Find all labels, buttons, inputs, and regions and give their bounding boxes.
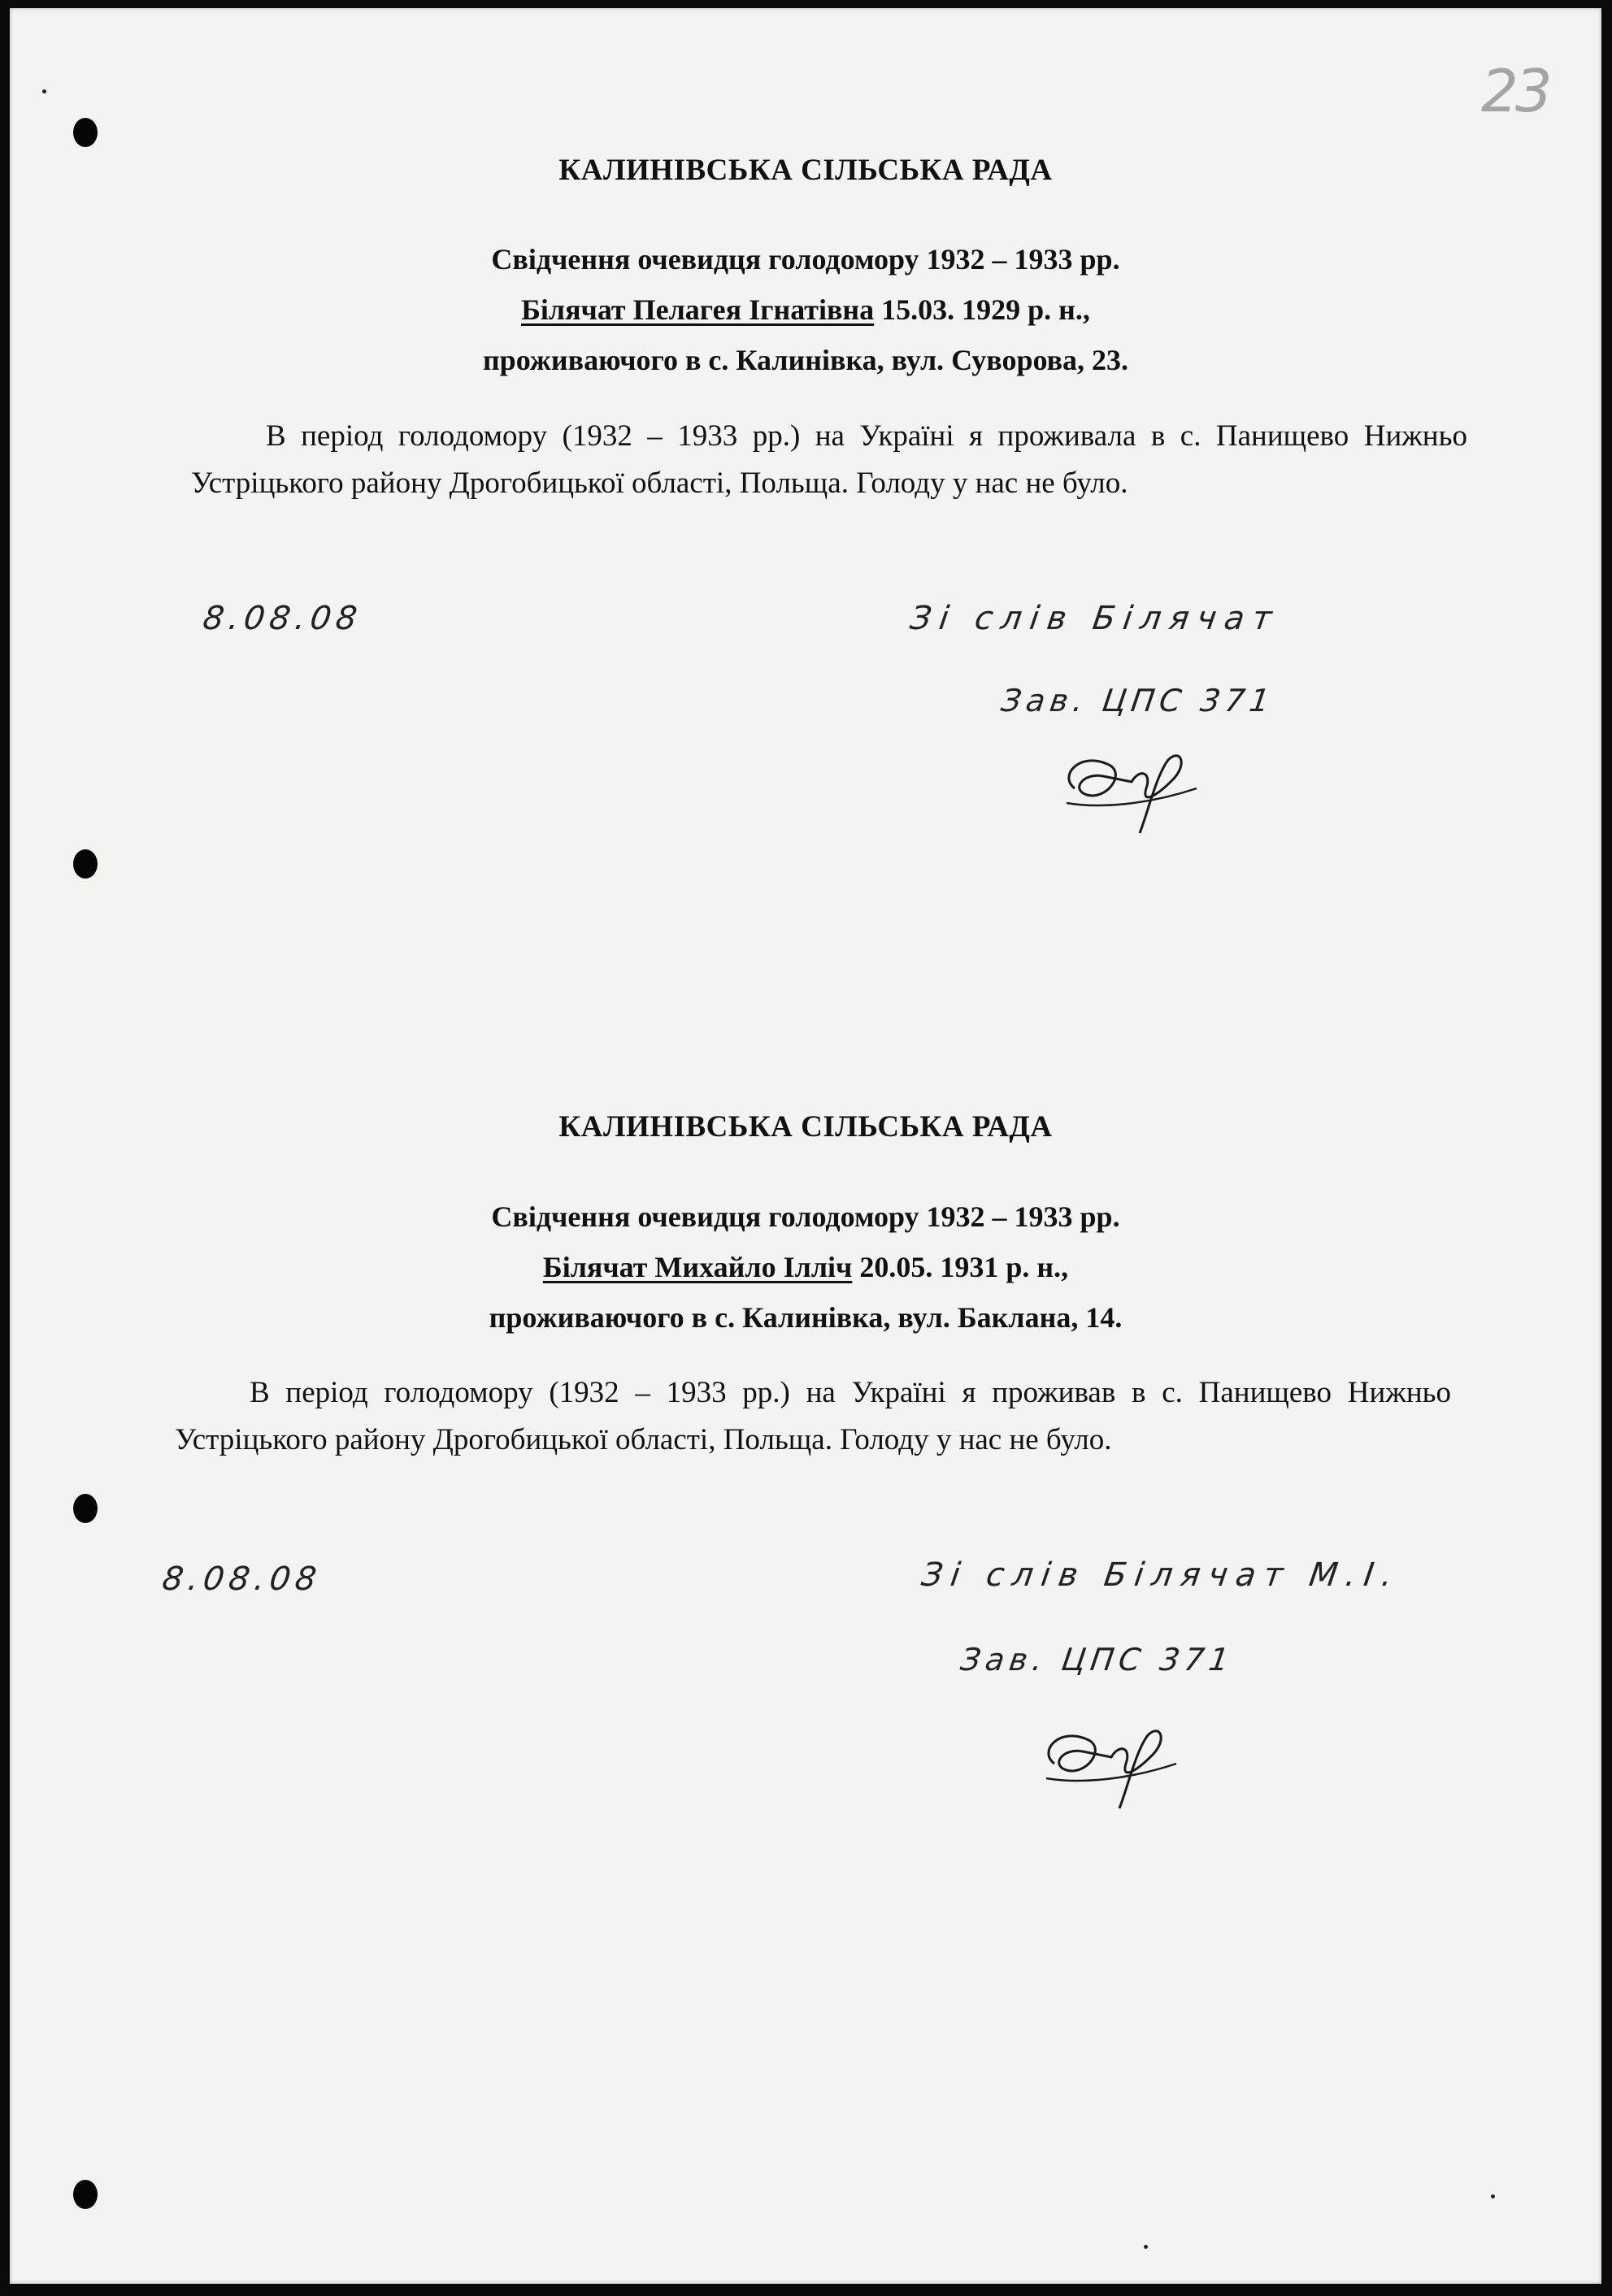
birth-date-1: 15.03. 1929 р. н., bbox=[874, 293, 1090, 326]
statement-1 bbox=[191, 413, 1467, 507]
handwritten-note-2: Зі слів Білячат М.І. bbox=[919, 1556, 1403, 1594]
handwritten-clerk-1: Зав. ЦПС 371 bbox=[998, 683, 1277, 718]
handwritten-note-1: Зі слів Білячат bbox=[907, 600, 1283, 637]
witness-line-2 bbox=[10, 1242, 1601, 1292]
signature-1 bbox=[1050, 731, 1229, 845]
punch-hole-lower-middle bbox=[73, 1494, 98, 1523]
speck bbox=[1491, 2194, 1495, 2198]
punch-hole-bottom bbox=[73, 2180, 98, 2209]
handwritten-date-2: 8.08.08 bbox=[159, 1560, 324, 1598]
document-page bbox=[10, 8, 1601, 2284]
punch-hole-top bbox=[73, 118, 98, 147]
speck bbox=[42, 89, 46, 93]
punch-hole-upper-middle bbox=[73, 849, 98, 879]
testimony-heading-1: Свідчення очевидця голодомору 1932 – 1933 рр. bbox=[491, 243, 1120, 276]
witness-line-1 bbox=[10, 284, 1601, 335]
statement-text-1: В період голодомору (1932 – 1933 рр.) на Україні я проживала в с. Панищево Нижньо Устріцького району Дрогобицької області, Польща. Голоду у нас не було. bbox=[191, 419, 1467, 500]
folio-number: 23 bbox=[1481, 57, 1549, 125]
residence-1: проживаючого в с. Калинівка, вул. Суворова, 23. bbox=[482, 344, 1129, 376]
testimony-heading-2: Свідчення очевидця голодомору 1932 – 1933 рр. bbox=[491, 1200, 1120, 1233]
statement-text-2: В період голодомору (1932 – 1933 рр.) на Україні я проживав в с. Панищево Нижньо Устріцького району Дрогобицької області, Польща. Голоду у нас не було. bbox=[175, 1376, 1451, 1456]
witness-name-1: Білячат Пелагея Ігнатівна bbox=[521, 293, 875, 326]
birth-date-2: 20.05. 1931 р. н., bbox=[852, 1251, 1069, 1283]
testimony-header-2 bbox=[10, 1191, 1601, 1343]
handwritten-clerk-2: Зав. ЦПС 371 bbox=[958, 1642, 1236, 1678]
testimony-header-1 bbox=[10, 234, 1601, 385]
witness-name-2: Білячат Михайло Ілліч bbox=[542, 1251, 853, 1283]
speck bbox=[1144, 2245, 1148, 2249]
signature-2 bbox=[1030, 1707, 1209, 1821]
statement-2 bbox=[175, 1369, 1451, 1464]
residence-2: проживаючого в с. Калинівка, вул. Баклана, 14. bbox=[489, 1301, 1123, 1334]
council-title-1: КАЛИНІВСЬКА СІЛЬСЬКА РАДА bbox=[558, 154, 1053, 187]
council-title-2: КАЛИНІВСЬКА СІЛЬСЬКА РАДА bbox=[558, 1110, 1053, 1144]
handwritten-date-1: 8.08.08 bbox=[200, 600, 364, 637]
